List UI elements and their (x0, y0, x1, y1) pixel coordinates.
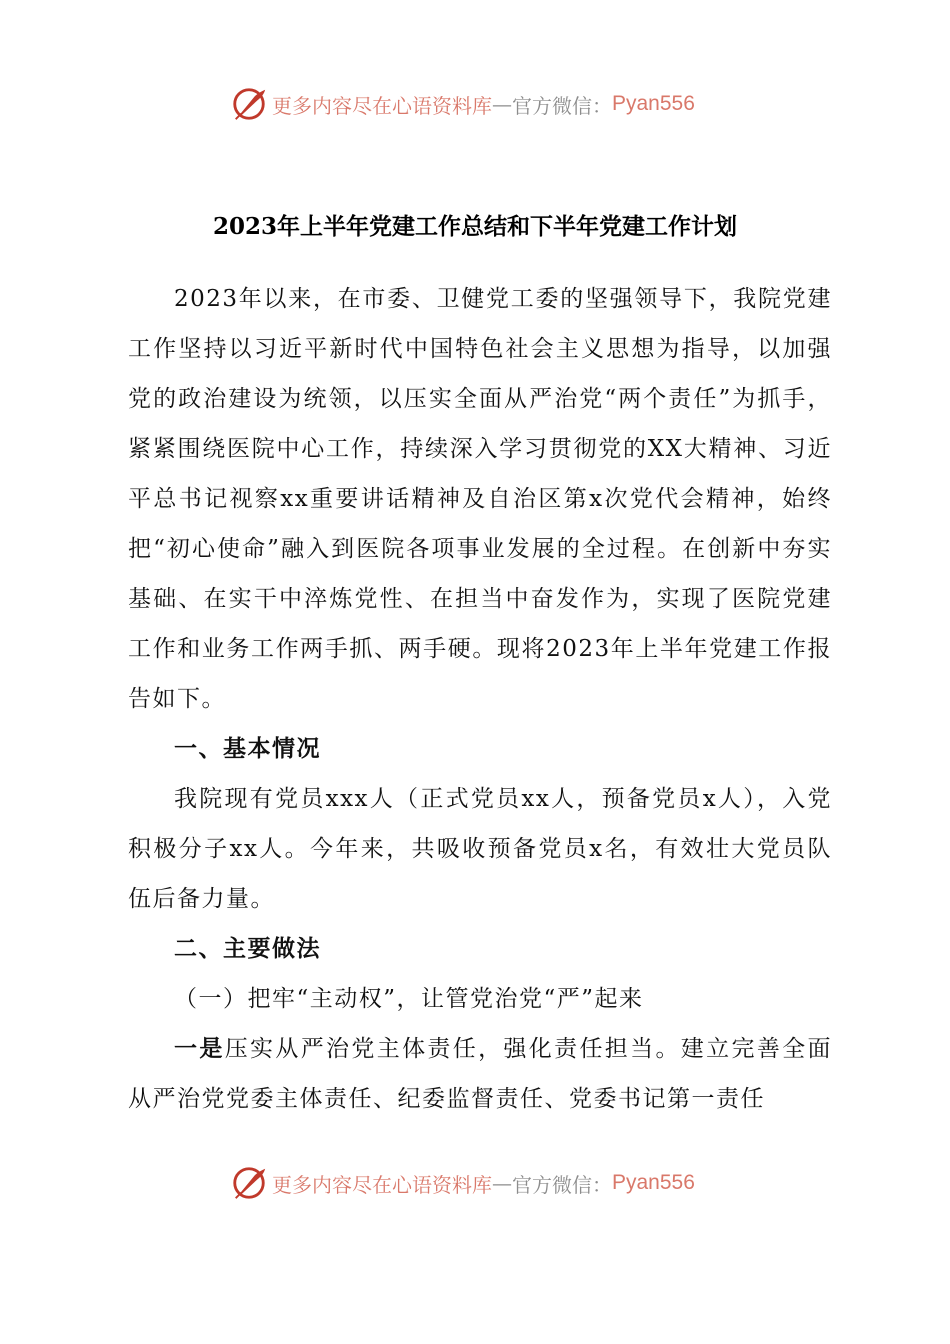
banner-dash: — (492, 92, 512, 116)
subsection-heading-1: （一）把牢“主动权”，让管党治党“严”起来 (174, 986, 644, 1012)
point-1-text: 压实从严治党主体责任，强化责任担当。建立完善全面从严治党党委主体责任、纪委监督责任、党委书记第一责任 (128, 1036, 833, 1112)
header-watermark-banner (230, 84, 695, 124)
basic-paragraph: 我院现有党员xxx人（正式党员xx人，预备党员x人），入党积极分子xx人。今年来，共吸收预备党员x名，有效壮大党员队伍后备力量。 (128, 786, 832, 912)
banner-wechat-label: 官方微信： (512, 93, 612, 118)
banner-wechat-label: 官方微信： (512, 1172, 612, 1197)
footer-watermark-banner (230, 1163, 695, 1203)
intro-paragraph: 2023年以来，在市委、卫健党工委的坚强领导下，我院党建工作坚持以习近平新时代中国特色社会主义思想为指导，以加强党的政治建设为统领，以压实全面从严治党“两个责任”为抓手，紧紧围绕医院中心工作，持续深入学习贯彻党的XX大精神、习近平总书记视察xx重要讲话精神及自治区第x次党代会精神，始终把“初心使命”融入到医院各项事业发展的全过程。在创新中夯实基础、在实干中淬炼党性、在担当中奋发作为，实现了医院党建工作和业务工作两手抓、两手硬。现将2023年上半年党建工作报告如下。 (128, 286, 832, 712)
banner-dash: — (492, 1171, 512, 1195)
quill-pen-logo-icon (230, 85, 268, 123)
point-1-lead: 一是 (174, 1035, 225, 1062)
banner-brand-text: 更多内容尽在心语资料库 (272, 93, 492, 118)
point-1-paragraph (128, 1024, 832, 1124)
document-body (128, 274, 832, 1124)
quill-pen-logo-icon (230, 1164, 268, 1202)
section-heading-basic: 一、基本情况 (174, 735, 321, 762)
document-title: 2023年上半年党建工作总结和下半年党建工作计划 (212, 213, 737, 240)
section-heading-methods: 二、主要做法 (174, 935, 321, 962)
banner-brand-text: 更多内容尽在心语资料库 (272, 1172, 492, 1197)
banner-wechat-id: Pyan556 (612, 92, 695, 115)
banner-wechat-id: Pyan556 (612, 1171, 695, 1194)
